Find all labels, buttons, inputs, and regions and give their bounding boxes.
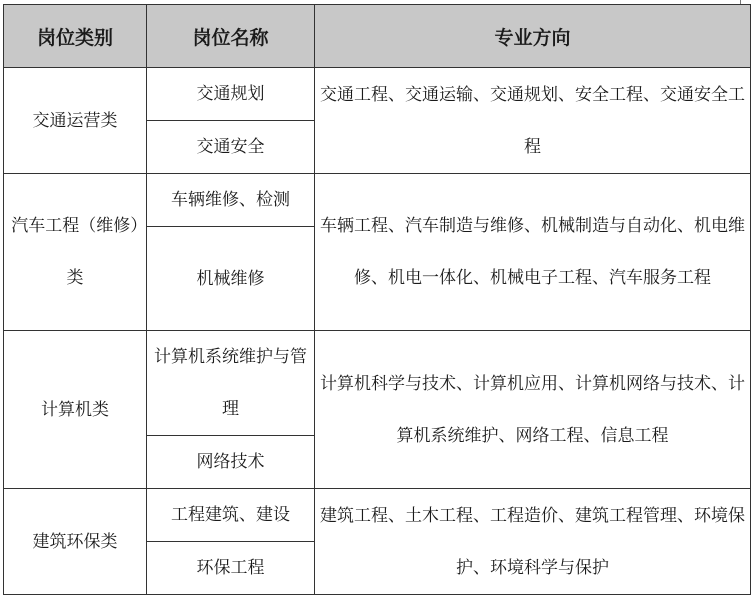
category-label: 计算机类 [41,399,109,420]
table-row [4,68,751,121]
major-cell [315,331,751,489]
table-row [4,489,751,542]
position-label: 机械维修 [196,268,265,289]
position-label: 交通安全 [196,137,265,157]
header-major: 专业方向 [315,5,751,68]
position-major-table [3,4,751,595]
header-position: 岗位名称 [147,5,315,68]
position-label: 环保工程 [196,558,265,578]
position-cell [147,489,315,542]
category-label: 汽车工程（维修）类 [11,216,139,288]
major-cell [315,489,751,595]
position-label: 工程建筑、建设 [171,505,290,525]
header-category: 岗位类别 [4,5,147,68]
table-header-row [4,5,751,68]
major-text: 建筑工程、土木工程、工程造价、建筑工程管理、环境保护、环境科学与保护 [320,505,745,578]
major-text: 计算机科学与技术、计算机应用、计算机网络与技术、计算机系统维护、网络工程、信息工程 [320,373,745,446]
major-text: 车辆工程、汽车制造与维修、机械制造与自动化、机电维修、机电一体化、机械电子工程、汽车服务工程 [320,216,745,288]
table-row [4,174,751,227]
category-cell [4,489,147,595]
position-cell [147,542,315,595]
category-cell [4,68,147,174]
category-label: 建筑环保类 [32,531,118,552]
table-row [4,331,751,436]
position-cell [147,227,315,331]
position-label: 网络技术 [196,452,265,472]
major-cell [315,68,751,174]
position-label: 计算机系统维护与管理 [154,347,307,419]
category-cell [4,174,147,331]
position-cell [147,331,315,436]
position-label: 交通规划 [196,84,265,104]
major-cell [315,174,751,331]
position-label: 车辆维修、检测 [171,190,290,210]
position-cell [147,68,315,121]
position-cell [147,121,315,174]
position-cell [147,174,315,227]
major-text: 交通工程、交通运输、交通规划、安全工程、交通安全工程 [320,84,745,157]
category-label: 交通运营类 [32,110,118,131]
category-cell [4,331,147,489]
position-cell [147,436,315,489]
